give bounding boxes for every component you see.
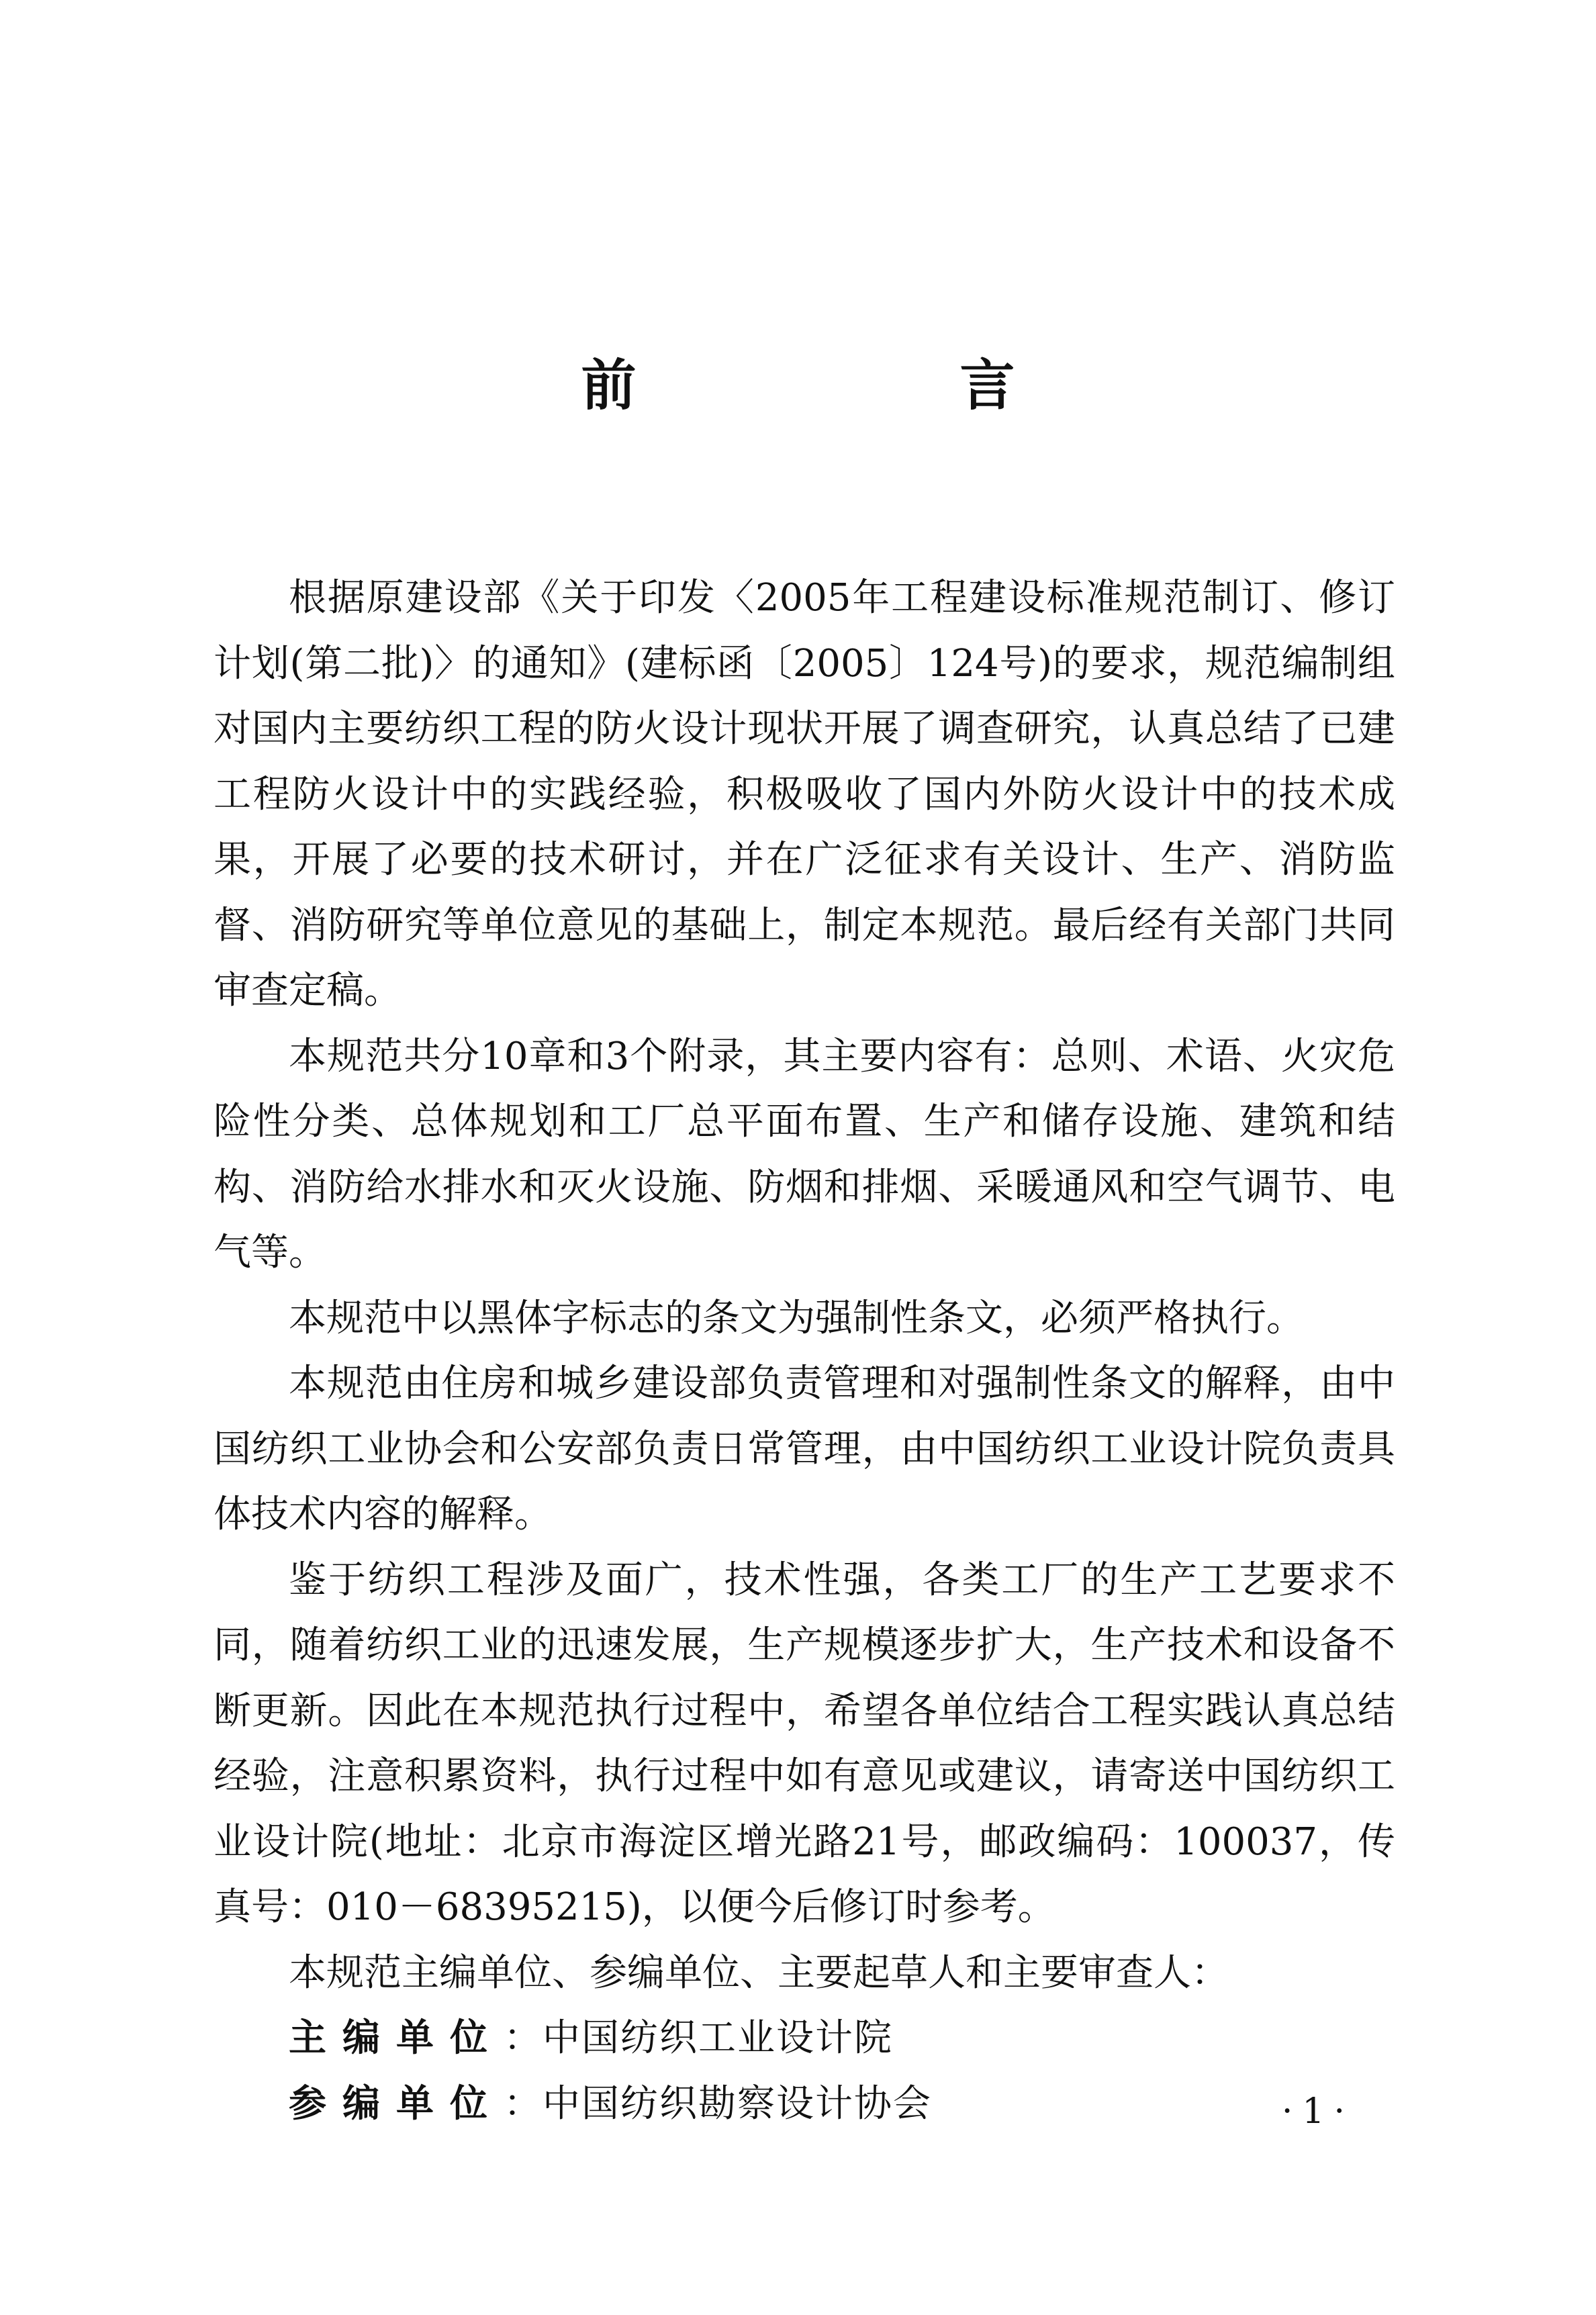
co-editor-value: ：中国纺织勘察设计协会 [504,2081,932,2126]
paragraph-management: 本规范由住房和城乡建设部负责管理和对强制性条文的解释，由中国纺织工业协会和公安部负责日常管理，由中国纺织工业设计院负责具体技术内容的解释。 [214,1362,1395,1536]
paragraph-mandatory-clauses: 本规范中以黑体字标志的条文为强制性条文，必须严格执行。 [289,1296,1304,1340]
page-title: 前 言 [581,354,1149,418]
page-number: ·1· [1281,2091,1354,2132]
chief-editor-label: 主编单位 [289,2016,504,2060]
preface-body [214,565,1395,2136]
roster-intro: 本规范主编单位、参编单位、主要起草人和主要审查人： [289,1950,1229,1995]
chief-editor-line [214,2005,1395,2071]
chief-editor-value: ：中国纺织工业设计院 [504,2016,893,2060]
paragraph-feedback: 鉴于纺织工程涉及面广，技术性强，各类工厂的生产工艺要求不同，随着纺织工业的迅速发展，生产规模逐步扩大，生产技术和设备不断更新。因此在本规范执行过程中，希望各单位结合工程实践认真总结经验，注意积累资料，执行过程中如有意见或建议，请寄送中国纺织工业设计院(地址：北京市海淀区增光路21号，邮政编码：100037，传真号：010－68395215)，以便今后修订时参考。 [214,1558,1395,1929]
co-editor-line [214,2071,1395,2137]
co-editor-label: 参编单位 [289,2081,504,2126]
paragraph-background: 根据原建设部《关于印发〈2005年工程建设标准规范制订、修订计划(第二批)〉的通知》(建标函〔2005〕124号)的要求，规范编制组对国内主要纺织工程的防火设计现状开展了调查研究，认真总结了已建工程防火设计中的实践经验，积极吸收了国内外防火设计中的技术成果，开展了必要的技术研讨，并在广泛征求有关设计、生产、消防监督、消防研究等单位意见的基础上，制定本规范。最后经有关部门共同审查定稿。 [214,576,1395,1012]
paragraph-contents: 本规范共分10章和3个附录，其主要内容有：总则、术语、火灾危险性分类、总体规划和工厂总平面布置、生产和储存设施、建筑和结构、消防给水排水和灭火设施、防烟和排烟、采暖通风和空气调节、电气等。 [214,1034,1395,1274]
